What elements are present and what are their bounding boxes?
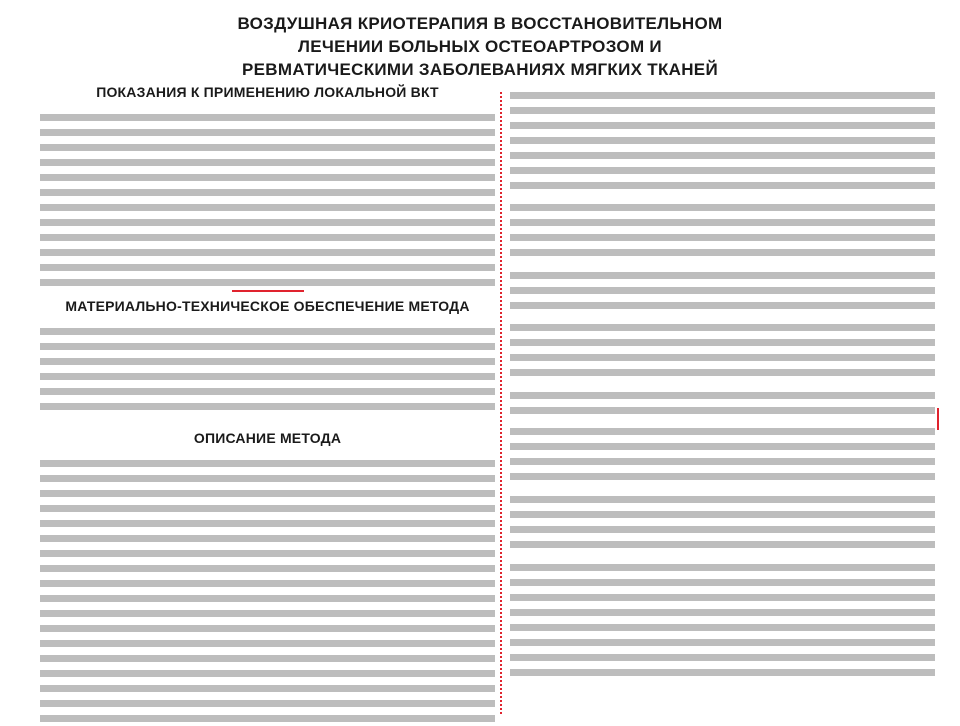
combined-method-text <box>510 268 935 313</box>
page-title-line-1: ВОЗДУШНАЯ КРИОТЕРАПИЯ В ВОССТАНОВИТЕЛЬНОМ <box>237 14 723 33</box>
equipment-heading: МАТЕРИАЛЬНО-ТЕХНИЧЕСКОЕ ОБЕСПЕЧЕНИЕ МЕТОДА <box>65 298 470 314</box>
method-heading: ОПИСАНИЕ МЕТОДА <box>193 430 342 446</box>
page-title <box>180 12 780 81</box>
intensity-text <box>510 320 935 380</box>
date-underline <box>232 290 304 292</box>
treatment-course-text <box>510 492 935 552</box>
column-divider <box>500 92 502 714</box>
stable-method-text <box>510 200 935 260</box>
duration-text <box>510 388 935 418</box>
indications-heading: ПОКАЗАНИЯ К ПРИМЕНЕНИЮ ЛОКАЛЬНОЙ ВКТ <box>96 84 439 100</box>
page-title-line-3: РЕВМАТИЧЕСКИМИ ЗАБОЛЕВАНИЯХ МЯГКИХ ТКАНЕЙ <box>242 60 718 79</box>
indications-text <box>40 110 495 290</box>
equipment-text <box>40 324 495 414</box>
conditions-text <box>510 560 935 680</box>
cooled-area-text <box>510 424 935 484</box>
page-title-line-2: ЛЕЧЕНИИ БОЛЬНЫХ ОСТЕОАРТРОЗОМ И <box>298 37 662 56</box>
edge-mark <box>937 408 939 430</box>
method-text <box>40 456 495 726</box>
methods-overview-text <box>510 88 935 193</box>
